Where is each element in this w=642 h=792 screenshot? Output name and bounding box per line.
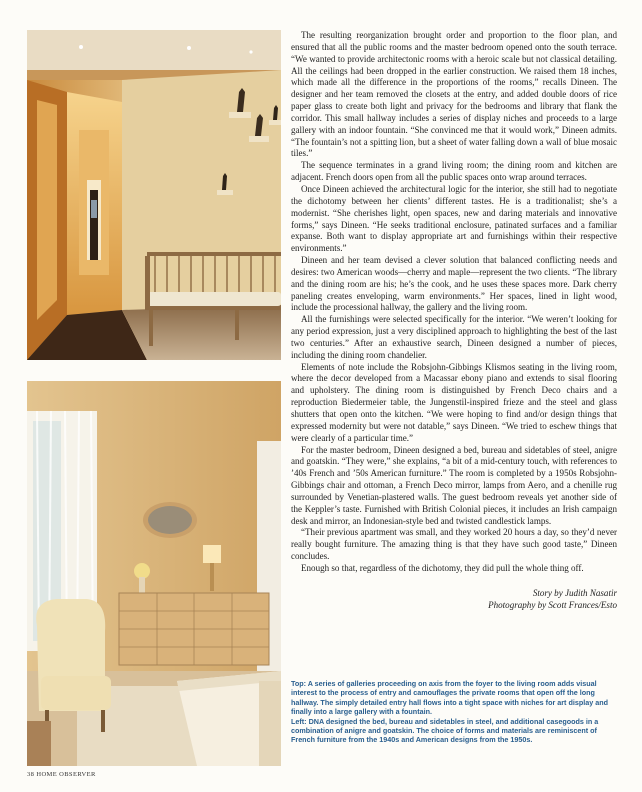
article-paragraph: “Their previous apartment was small, and they worked 20 hours a day, so they’d never really bought furniture. The amazing thing is that they have such good taste,” Dineen concludes. (291, 527, 617, 562)
byline: Story by Judith Nasatir (532, 587, 617, 598)
caption-top: Top: A series of galleries proceeding on axis from the foyer to the living room adds visual interest to the process of entry and camouflages the private rooms that open off the long hallway. The simply detailed entry hall flows into a tight space with niches for art display and finally into a large gallery with a fountain. (291, 679, 608, 717)
master-bedroom-photo (27, 381, 281, 766)
article-paragraph: The sequence terminates in a grand living room; the dining room and kitchen are adjacent. French doors open from all the public spaces onto wrap around terraces. (291, 160, 617, 183)
article-paragraph: Elements of note include the Robsjohn-Gibbings Klismos seating in the living room, where the decor developed from a Macassar ebony piano and extends to sisal flooring and upholstery. The dining room is distinguished by French Deco chairs and a reproduction Biedermeier table, the Jungenstil-inspired frieze and the steel and glass shutters that open onto the kitchen. “We were hoping to find and/or design things that expressed modernity but were not datable,” says Dineen. “We tried to eschew things that were clearly of a particular time.” (291, 361, 617, 443)
article-paragraph: The resulting reorganization brought order and proportion to the floor plan, and ensured that all the public rooms and the master bedroom opened onto the south terrace. “We wanted to provide architectonic rooms with a heroic scale but not classical detailing. All the ceilings had been dropped in the earlier construction. We raised them 18 inches, which made all the difference in the proportions of the rooms,” recalls Dineen. The designer and her team removed the closets at the entry, and added double doors of rice paper glass to create both light and privacy for the bedrooms and library that flank the corridor. This small hallway includes a series of display niches and proceeds to a large gallery with an indoor fountain. “She convinced me that it would work,” Dineen admits. “The fountain’s not a spitting lion, but a sheet of water falling down a wall of blue mosaic tiles.” (291, 30, 617, 159)
article-body (291, 30, 617, 611)
article-paragraph: Dineen and her team devised a clever solution that balanced conflicting needs and desires: two American woods—cherry and maple—represent the two clients. “The library and the dining room are his; he’s the cook, and he uses these spaces more. Dark cherry paneling creates enveloping, warm environments.” Her spaces, lined in light wood, include the processional hallway, the gallery and the living room. (291, 255, 617, 313)
caption-left: Left: DNA designed the bed, bureau and sidetables in steel, and additional casegoods in a combination of anigre and goatskin. The choice of forms and materials are reminiscent of French furniture from the 1940s and American designs from the 1950s. (291, 716, 599, 745)
article-paragraph: Enough so that, regardless of the dichotomy, they did pull the whole thing off. (301, 562, 584, 573)
page-footer (27, 771, 96, 778)
publication-name: HOME OBSERVER (36, 771, 96, 778)
gallery-hallway-photo (27, 30, 281, 360)
page-number: 38 (27, 771, 35, 778)
photo-credit: Photography by Scott Frances/Esto (488, 599, 617, 610)
photo-captions (291, 679, 617, 745)
article-paragraph: Once Dineen achieved the architectural logic for the interior, she still had to negotiate the dichotomy between her clients’ different tastes. He is a traditionalist; she’s a modernist. “She cherishes light, open spaces, new and daring materials and innovative forms,” says Dineen. “He seeks traditional enclosure, patinated surfaces and a familiar expanse. Both want to display appropriate art and furnishings within their respective environments.” (291, 183, 617, 254)
article-paragraph: All the furnishings were selected specifically for the interior. “We weren’t looking for any period expression, just a very disciplined approach to highlighting the best of the last two centuries.” After an exhaustive search, Dineen designed a number of pieces, including the dining room chandelier. (291, 314, 617, 360)
article-credits (291, 587, 617, 611)
article-paragraph: For the master bedroom, Dineen designed a bed, bureau and sidetables of steel, anigre and goatskin. “They were,” she explains, “a bit of a mid-century touch, with references to ’40s French and ’50s American furniture.” The room is completed by a 1950s Robsjohn-Gibbings chair and ottoman, a French Deco mirror, lamps from Aero, and a chenille rug surrounded by Venetian-plastered walls. The guest bedroom reveals yet another side of the Keppler’s taste. Furnished with British Colonial pieces, it includes an Irish campaign desk and mirror, an Indonesian-style bed and twisted candlestick lamps. (291, 444, 617, 526)
